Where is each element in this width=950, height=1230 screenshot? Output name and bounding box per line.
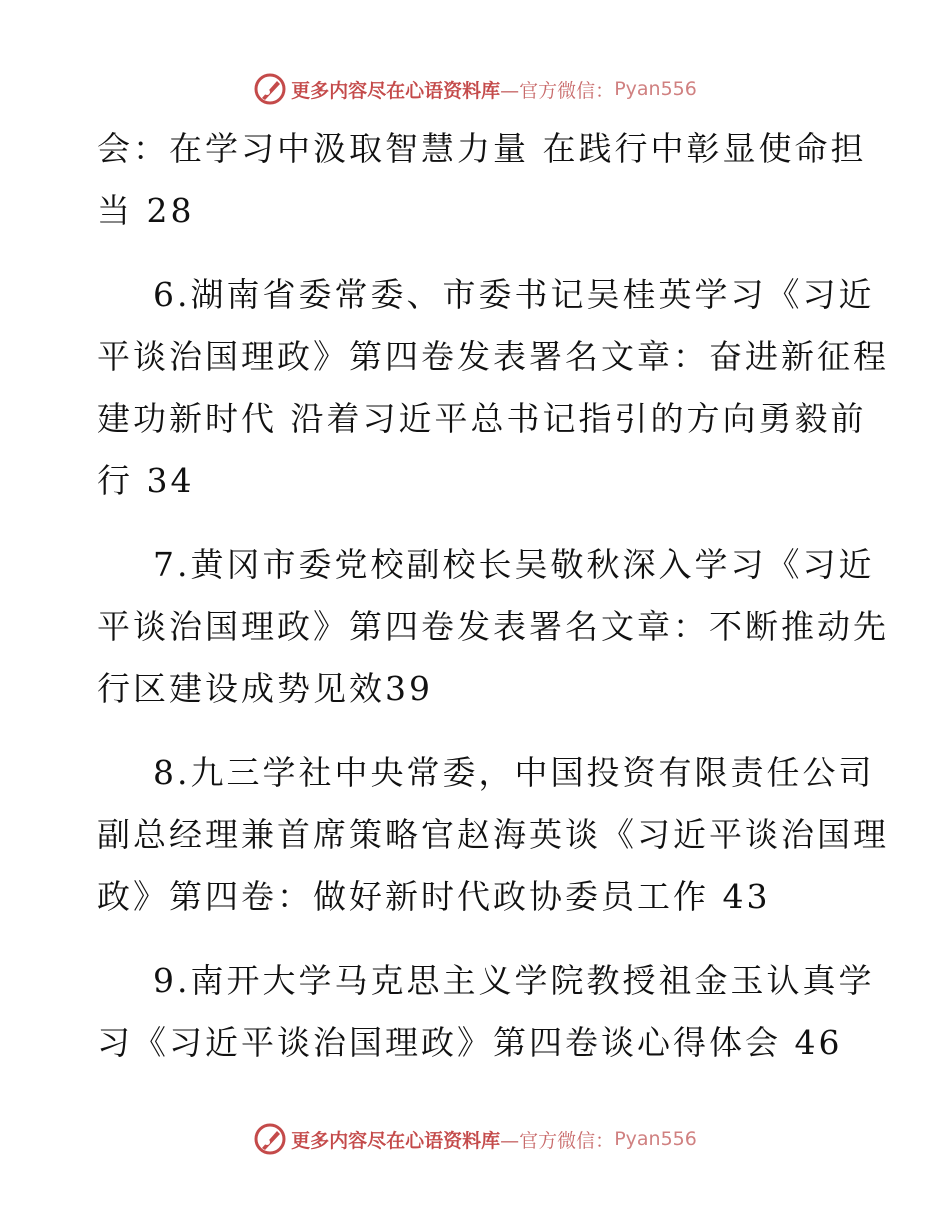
toc-line: 平谈治国理政》第四卷发表署名文章：不断推动先 <box>97 607 889 646</box>
toc-line: 行 34 <box>97 461 195 500</box>
toc-entry <box>97 742 889 928</box>
toc-line: 副总经理兼首席策略官赵海英谈《习近平谈治国理 <box>97 815 889 854</box>
banner-wechat-label: —官方微信： <box>500 1129 615 1152</box>
toc-list <box>97 118 889 1074</box>
toc-line: 政》第四卷：做好新时代政协委员工作 43 <box>97 877 771 916</box>
header-banner <box>0 72 950 106</box>
banner-wechat-label: —官方微信： <box>500 79 615 102</box>
banner-wechat-id: Pyan556 <box>614 1128 697 1150</box>
banner-lead-text: 更多内容尽在心语资料库 <box>291 79 501 102</box>
toc-entry <box>97 534 889 720</box>
footer-banner <box>0 1122 950 1156</box>
toc-line: 会：在学习中汲取智慧力量 在践行中彰显使命担 <box>97 129 867 168</box>
toc-entry <box>97 118 867 242</box>
toc-line: 行区建设成势见效39 <box>97 669 433 708</box>
quill-pen-logo-icon <box>253 72 287 106</box>
toc-line: 平谈治国理政》第四卷发表署名文章：奋进新征程 <box>97 337 889 376</box>
toc-line: 7.黄冈市委党校副校长吴敬秋深入学习《习近 <box>153 545 875 584</box>
toc-line: 6.湖南省委常委、市委书记吴桂英学习《习近 <box>153 275 875 314</box>
quill-pen-logo-icon <box>253 1122 287 1156</box>
toc-line: 当 28 <box>97 191 195 230</box>
toc-line: 9.南开大学马克思主义学院教授祖金玉认真学 <box>153 961 875 1000</box>
banner-wechat-id: Pyan556 <box>614 78 697 100</box>
toc-line: 8.九三学社中央常委，中国投资有限责任公司 <box>153 753 875 792</box>
toc-entry <box>97 950 875 1074</box>
toc-line: 习《习近平谈治国理政》第四卷谈心得体会 46 <box>97 1023 843 1062</box>
toc-line: 建功新时代 沿着习近平总书记指引的方向勇毅前 <box>97 399 867 438</box>
toc-entry <box>97 264 889 512</box>
banner-lead-text: 更多内容尽在心语资料库 <box>291 1129 501 1152</box>
